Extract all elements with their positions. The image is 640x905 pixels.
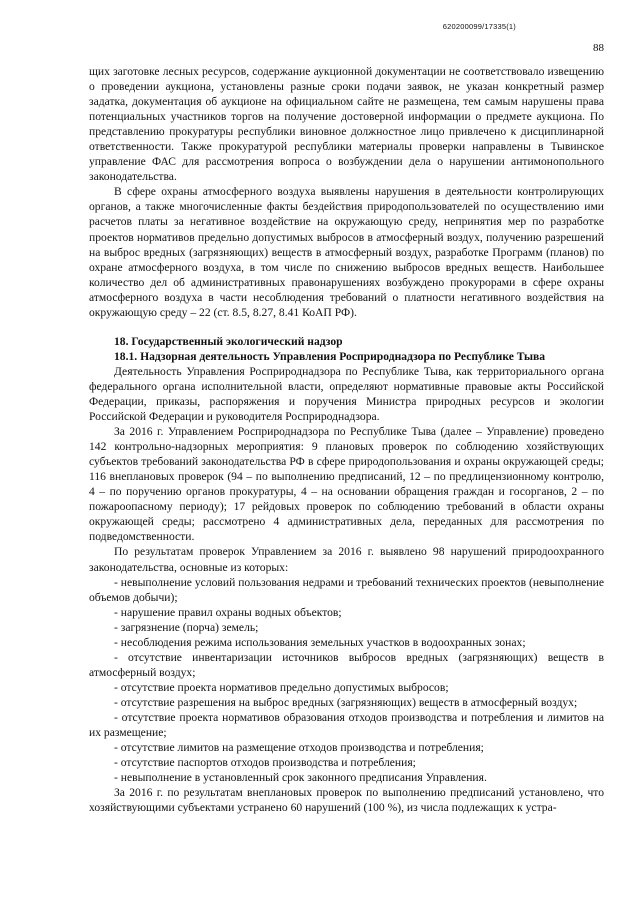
spacer	[89, 320, 604, 334]
subsection-heading: 18.1. Надзорная деятельность Управления Росприроднадзора по Республике Тыва	[114, 349, 546, 363]
document-id: 620200099/17335(1)	[442, 22, 516, 31]
page-number: 88	[593, 42, 604, 54]
paragraph: По результатам проверок Управлением за 2016 г. выявлено 98 нарушений природоохранного законодательства, основные из которых:	[89, 545, 604, 574]
list-item: - нарушение правил охраны водных объектов;	[114, 605, 342, 619]
list-item: - невыполнение условий пользования недрами и требований технических проектов (невыполнение объемов добычи);	[89, 575, 604, 604]
paragraph: За 2016 г. по результатам внеплановых проверок по выполнению предписаний установлено, что хозяйствующими субъектами устранено 60 нарушений (100 %), из числа подлежащих к устра-	[89, 786, 604, 815]
list-item: - отсутствие проекта нормативов предельно допустимых выбросов;	[114, 680, 449, 694]
list-item: - невыполнение в установленный срок законного предписания Управления.	[114, 771, 487, 785]
paragraph: В сфере охраны атмосферного воздуха выявлены нарушения в деятельности контролирующих органов, а также многочисленные факты бездействия природопользователей по осуществлению ими расчетов платы за негативное воздействие на окружающую среду, непринятия мер по разработке проектов нормативов предельно допустимых выбросов в атмосферный воздух, получению разрешений на выброс вредных (загрязняющих) веществ в атмосферный воздух, разработке Программ (планов) по охране атмосферного воздуха, в том числе по снижению выбросов вредных веществ. Наибольшее количество дел об административных правонарушениях возбуждено прокурорами в сфере охраны атмосферного воздуха в части несоблюдения требований о платности негативного воздействия на окружающую среду – 22 (ст. 8.5, 8.27, 8.41 КоАП РФ).	[89, 185, 604, 319]
list-item: - отсутствие разрешения на выброс вредных (загрязняющих) веществ в атмосферный воздух;	[114, 695, 578, 709]
section-heading: 18. Государственный экологический надзор	[114, 334, 343, 348]
paragraph: За 2016 г. Управлением Росприроднадзора по Республике Тыва (далее – Управление) проведено 142 контрольно-надзорных мероприятия: 9 плановых проверок по соблюдению хозяйствующих субъектов требований законодательства РФ в сфере природопользования и охраны окружающей среды; 116 внеплановых проверок (94 – по выполнению предписаний, 12 – по предлицензионному контролю, 4 – по поручению органов прокуратуры, 4 – на основании обращения граждан и госорганов, 2 – по пожароопасному периоду); 17 рейдовых проверок по соблюдению требований в области охраны окружающей среды; рассмотрено 4 административных дела, переданных для рассмотрения по подведомственности.	[89, 425, 604, 544]
paragraph: щих заготовке лесных ресурсов, содержание аукционной документации не соответствовало извещению о проведении аукциона, установлены разные сроки подачи заявок, не указан конкретный размер задатка, документация об аукционе на официальном сайте не размещена, тем самым нарушены права потенциальных участников торгов на получение достоверной информации о предмете аукциона. По представлению прокуратуры республики виновное должностное лицо привлечено к дисциплинарной ответственности. Также прокуратурой республики материалы проверки направлены в Тывинское управление ФАС для рассмотрения вопроса о возбуждении дела о нарушении антимонопольного законодательства.	[89, 65, 604, 184]
list-item: - отсутствие лимитов на размещение отходов производства и потребления;	[114, 741, 484, 755]
list-item: - отсутствие паспортов отходов производства и потребления;	[114, 756, 416, 770]
paragraph: Деятельность Управления Росприроднадзора по Республике Тыва, как территориального органа федерального органа исполнительной власти, определяют нормативные правовые акты Российской Федерации, приказы, распоряжения и поручения Министра природных ресурсов и экологии Российской Федерации и руководителя Росприроднадзора.	[89, 364, 604, 424]
list-item: - загрязнение (порча) земель;	[114, 620, 259, 634]
list-item: - отсутствие инвентаризации источников выбросов вредных (загрязняющих) веществ в атмосферный воздух;	[89, 650, 604, 679]
page-body	[89, 64, 604, 815]
list-item: - отсутствие проекта нормативов образования отходов производства и потребления и лимитов на их размещение;	[89, 710, 604, 740]
list-item: - несоблюдения режима использования земельных участков в водоохранных зонах;	[114, 635, 526, 649]
